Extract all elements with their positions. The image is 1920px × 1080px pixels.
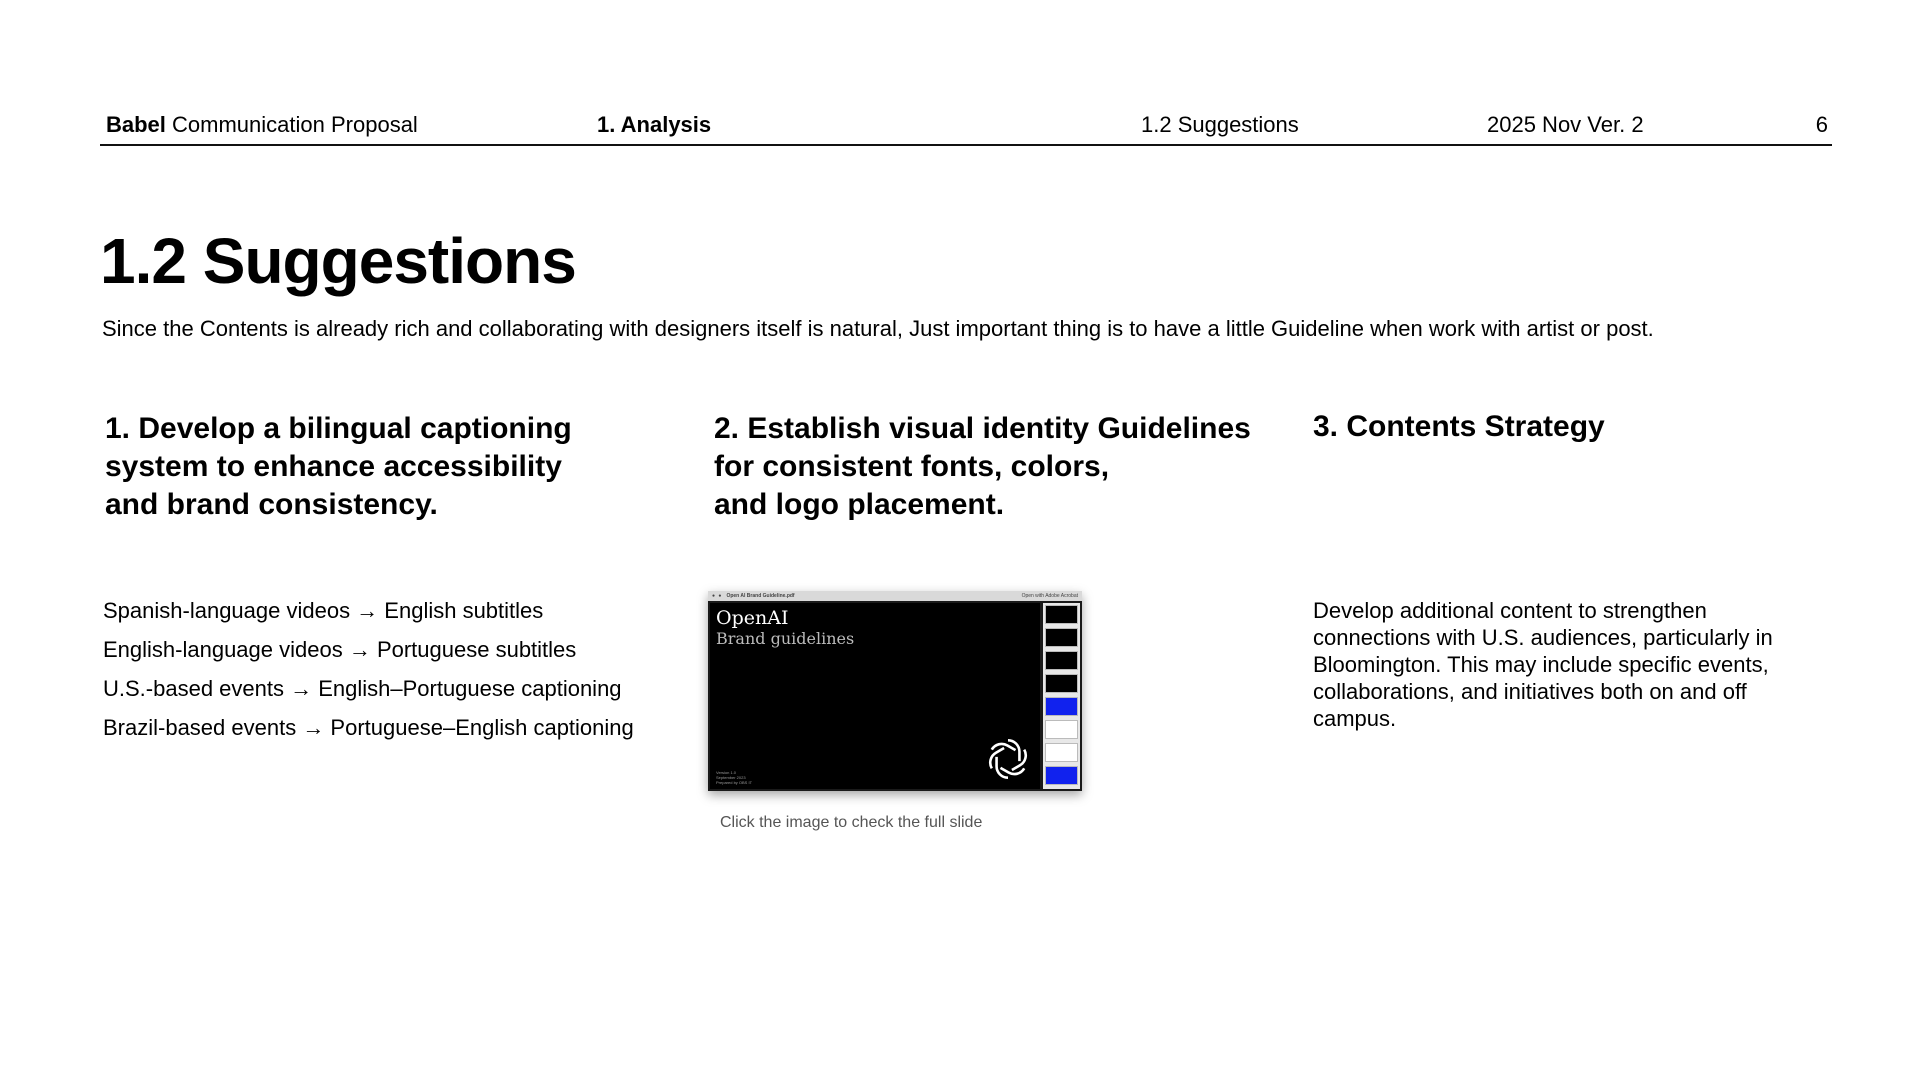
list-item: U.S.-based events → English–Portuguese captioning: [103, 676, 622, 701]
thumbnail-main-slide: [710, 603, 1040, 789]
thumbnail-slide-meta: Version 1.0 September 2023 Prepared by OBS IT: [716, 770, 753, 785]
intro-text: Since the Contents is already rich and collaborating with designers itself is natural, Just important thing is to have a little Guideline when work with artist or post.: [102, 316, 1654, 341]
header-section: 1. Analysis: [597, 112, 712, 137]
guideline-slide-thumbnail[interactable]: [708, 591, 1082, 791]
header-brand: Babel Communication Proposal: [106, 112, 418, 137]
page-title: 1.2 Suggestions: [100, 225, 576, 297]
strategy-text: Develop additional content to strengthen connections with U.S. audiences, particularly in Bloomington. This may include specific events, collaborations, and initiatives both on and off campus.: [1313, 598, 1773, 731]
thumbnail-page-strip: [1043, 603, 1080, 789]
thumbnail-slide-title: OpenAI: [716, 607, 789, 629]
header-version: 2025 Nov Ver. 2: [1487, 112, 1644, 137]
list-item: Spanish-language videos → English subtitles: [103, 598, 544, 623]
openai-logo-icon: [982, 733, 1034, 785]
thumbnail-slide-subtitle: Brand guidelines: [716, 629, 855, 648]
list-item: English-language videos → Portuguese subtitles: [103, 637, 577, 662]
page-number: 6: [1815, 112, 1828, 137]
column-3-title: 3. Contents Strategy: [1313, 410, 1605, 443]
list-item: Brazil-based events → Portuguese–English captioning: [103, 715, 634, 740]
captioning-list: [103, 596, 634, 752]
thumbnail-window-bar: ● ● Open AI Brand Guideline.pdf Open with Adobe Acrobat: [708, 591, 1082, 601]
column-1-title: 1. Develop a bilingual captioning system to enhance accessibility and brand consistency.: [105, 412, 572, 521]
header-bar: [100, 108, 1832, 146]
thumbnail-caption: Click the image to check the full slide: [720, 814, 983, 831]
column-2-title: 2. Establish visual identity Guidelines for consistent fonts, colors, and logo placement.: [714, 412, 1251, 521]
header-subsection: 1.2 Suggestions: [1141, 112, 1299, 137]
